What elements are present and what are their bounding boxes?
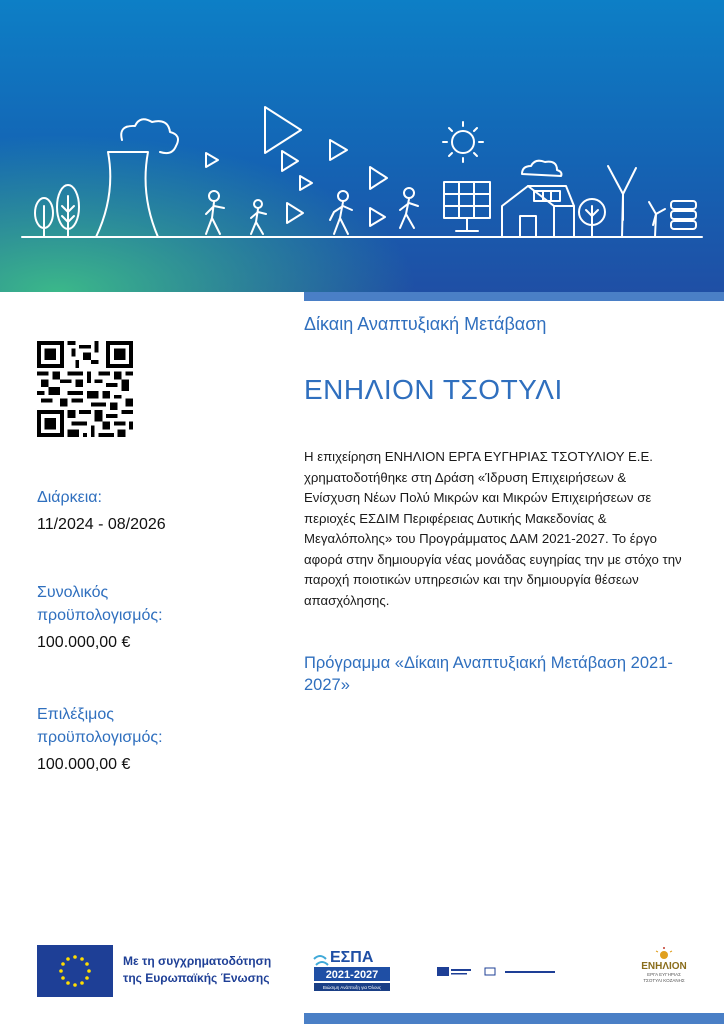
espa-name: ΕΣΠΑ [330, 949, 374, 966]
duration-value: 11/2024 - 08/2026 [37, 516, 166, 533]
accent-bar-bottom [304, 1013, 724, 1024]
eu-line-1: Με τη συγχρηματοδότηση [123, 954, 272, 968]
company-logo [632, 945, 696, 997]
tree-icon [35, 185, 79, 237]
eu-cofunding-text [123, 953, 271, 987]
espa-years: 2021-2027 [325, 969, 379, 981]
accent-bar-top [304, 292, 724, 301]
partner-logos-strip [437, 966, 557, 978]
program-note: Πρόγραμμα «Δίκαιη Αναπτυξιακή Μετάβαση 2021-2027» [304, 654, 673, 694]
program-title: Δίκαιη Αναπτυξιακή Μετάβαση [304, 314, 547, 334]
total-budget-label-1: Συνολικός [37, 584, 109, 601]
eu-line-2: της Ευρωπαϊκής Ένωσης [123, 971, 270, 985]
hero-illustration [0, 0, 724, 292]
house-icon [502, 186, 574, 237]
sun-icon [443, 122, 483, 162]
eu-flag-icon [37, 945, 113, 997]
sun-icon [632, 945, 696, 959]
play-arrow-icon [206, 107, 387, 226]
project-title: ΕΝΗΛΙΟΝ ΤΣΟΤΥΛΙ [304, 374, 563, 405]
wind-turbine-icon [608, 166, 665, 237]
eligible-budget-label-1: Επιλέξιμος [37, 706, 114, 723]
company-logo-name: ΕΝΗΛΙΟΝ [641, 961, 687, 972]
eligible-budget-value: 100.000,00 € [37, 756, 131, 773]
person-walking-icon [206, 188, 418, 234]
espa-logo [312, 945, 392, 997]
company-logo-sub-1: ΕΡΓΑ ΕΥΓΗΡΙΑΣ [647, 972, 681, 977]
cloud-icon [522, 161, 562, 176]
total-budget-label-2: προϋπολογισμός: [37, 607, 163, 624]
battery-icon [671, 201, 696, 229]
qr-code[interactable] [37, 341, 133, 437]
cooling-tower-icon [96, 119, 178, 237]
total-budget-value: 100.000,00 € [37, 634, 131, 651]
tree-icon [579, 199, 605, 237]
espa-tagline: Βιώσιμη Ανάπτυξη για Όλους [322, 985, 382, 990]
company-logo-sub-2: ΤΣΟΤΥΛΙ ΚΟΖΑΝΗΣ [643, 978, 685, 983]
project-description: Η επιχείρηση ΕΝΗΛΙΟΝ ΕΡΓΑ ΕΥΓΗΡΙΑΣ ΤΣΟΤΥΛΙΟΥ Ε.Ε. χρηματοδοτήθηκε στη Δράση «Ίδρυση Επιχειρήσεων & Ενίσχυση Νέων Πολύ Μικρών και Μικρών Επιχειρήσεων σε περιοχές ΕΣΔΙΜ Περιφέρειας Δυτικής Μακεδονίας & Μεγαλόπολης» του Προγράμματος ΔΑΜ 2021-2027. Το έργο αφορά στην δημιουργία νέας μονάδας ευγηρίας την με στόχο την παροχή ποιοτικών υπηρεσιών και την δημιουργία θέσεων απασχόλησης. [304, 449, 682, 608]
hero-banner [0, 0, 724, 292]
eligible-budget-label-2: προϋπολογισμός: [37, 729, 163, 746]
solar-panel-icon [444, 182, 490, 231]
duration-label: Διάρκεια: [37, 489, 102, 506]
